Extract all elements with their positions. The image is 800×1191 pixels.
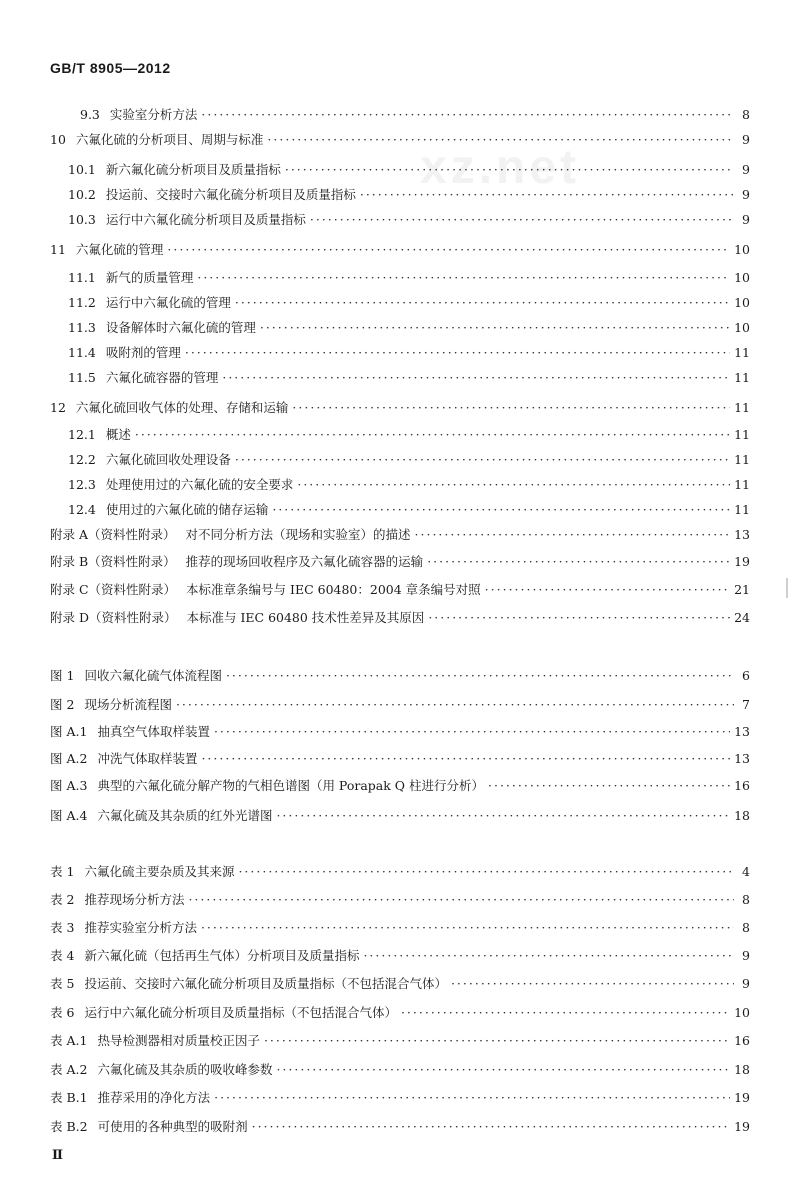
toc-entry-page: 9: [742, 187, 750, 202]
toc-entry[interactable]: [0, 946, 800, 966]
dot-leader: [427, 552, 730, 572]
toc-entry-title: 推荐采用的净化方法: [97, 1090, 211, 1105]
dot-leader: [488, 776, 730, 796]
toc-entry-number: 图 A.1: [50, 724, 88, 739]
toc-entry[interactable]: [0, 806, 800, 826]
toc-entry[interactable]: [0, 450, 800, 470]
dot-leader: [197, 268, 730, 288]
toc-entry-number: 11.5: [68, 370, 96, 385]
toc-entry[interactable]: [0, 240, 800, 260]
toc-entry[interactable]: [0, 918, 800, 938]
toc-entry-number: 表 5: [50, 976, 75, 991]
dot-leader: [276, 1060, 730, 1080]
dot-leader: [201, 918, 734, 938]
toc-entry-page: 18: [734, 808, 750, 823]
toc-entry[interactable]: [0, 974, 800, 994]
toc-entry-title: 吸附剂的管理: [105, 345, 181, 360]
toc-entry-number: 附录 A（资料性附录）: [50, 527, 176, 542]
dot-leader: [201, 105, 734, 125]
toc-entry[interactable]: [0, 185, 800, 205]
toc-entry-number: 图 A.2: [50, 751, 88, 766]
toc-entry-title: 新气的质量管理: [105, 270, 194, 285]
dot-leader: [176, 695, 734, 715]
dot-leader: [285, 160, 734, 180]
dot-leader: [252, 1117, 730, 1137]
toc-entry[interactable]: [0, 210, 800, 230]
toc-entry[interactable]: [0, 890, 800, 910]
toc-entry-page: 6: [742, 668, 750, 683]
toc-entry-title: 新六氟化硫（包括再生气体）分析项目及质量指标: [84, 948, 360, 963]
dot-leader: [267, 130, 734, 150]
toc-entry[interactable]: [0, 666, 800, 686]
toc-entry-title: 六氟化硫容器的管理: [105, 370, 219, 385]
toc-entry-title: 六氟化硫及其杂质的吸收峰参数: [97, 1062, 273, 1077]
toc-entry-page: 19: [734, 1119, 750, 1134]
toc-entry-number: 表 A.2: [50, 1062, 88, 1077]
toc-entry-number: 图 A.4: [50, 808, 88, 823]
toc-entry[interactable]: [0, 425, 800, 445]
toc-entry-page: 10: [734, 295, 750, 310]
standard-code-header: GB/T 8905—2012: [50, 60, 171, 76]
dot-leader: [235, 450, 730, 470]
toc-entry-title: 六氟化硫回收气体的处理、存储和运输: [75, 400, 289, 415]
toc-entry-title: 六氟化硫及其杂质的红外光谱图: [97, 808, 273, 823]
dot-leader: [214, 1088, 730, 1108]
dot-leader: [201, 749, 730, 769]
dot-leader: [276, 806, 730, 826]
dot-leader: [401, 1003, 730, 1023]
toc-entry-page: 7: [742, 697, 750, 712]
toc-entry-number: 附录 C（资料性附录）: [50, 582, 177, 597]
toc-entry-title: 运行中六氟化硫分析项目及质量指标: [105, 212, 306, 227]
toc-entry-title: 投运前、交接时六氟化硫分析项目及质量指标: [105, 187, 356, 202]
toc-entry[interactable]: [0, 293, 800, 313]
toc-entry[interactable]: [0, 130, 800, 150]
dot-leader: [235, 293, 730, 313]
toc-entry[interactable]: [0, 368, 800, 388]
toc-entry[interactable]: [0, 552, 800, 572]
toc-entry-page: 10: [734, 320, 750, 335]
dot-leader: [260, 318, 730, 338]
dot-leader: [135, 425, 730, 445]
toc-entry-number: 12.1: [68, 427, 96, 442]
toc-entry[interactable]: [0, 500, 800, 520]
toc-entry-title: 实验室分析方法: [109, 107, 198, 122]
toc-entry-title: 六氟化硫的管理: [75, 242, 164, 257]
toc-entry-page: 11: [734, 400, 750, 415]
dot-leader: [363, 946, 734, 966]
toc-entry-page: 13: [734, 724, 750, 739]
toc-entry[interactable]: [0, 608, 800, 628]
toc-entry-title: 本标准章条编号与 IEC 60480：2004 章条编号对照: [186, 582, 481, 597]
toc-entry-number: 附录 B（资料性附录）: [50, 554, 176, 569]
toc-entry[interactable]: [0, 398, 800, 418]
toc-entry-title: 冲洗气体取样装置: [97, 751, 198, 766]
toc-entry-page: 10: [734, 242, 750, 257]
toc-entry-number: 11.1: [68, 270, 96, 285]
toc-entry-page: 16: [734, 1033, 750, 1048]
toc-entry-number: 表 1: [50, 864, 75, 879]
dot-leader: [428, 608, 730, 628]
toc-entry-title: 六氟化硫主要杂质及其来源: [84, 864, 235, 879]
toc-entry-page: 18: [734, 1062, 750, 1077]
toc-entry-number: 12.4: [68, 502, 96, 517]
toc-entry[interactable]: [0, 268, 800, 288]
toc-entry-page: 19: [734, 554, 750, 569]
toc-entry-title: 推荐的现场回收程序及六氟化硫容器的运输: [185, 554, 424, 569]
dot-leader: [214, 722, 730, 742]
toc-entry-page: 8: [742, 920, 750, 935]
toc-entry[interactable]: [0, 475, 800, 495]
toc-entry-number: 11.2: [68, 295, 96, 310]
dot-leader: [485, 580, 730, 600]
toc-entry-page: 8: [742, 892, 750, 907]
toc-entry-title: 抽真空气体取样装置: [97, 724, 210, 739]
toc-entry-number: 表 4: [50, 948, 75, 963]
toc-entry-title: 运行中六氟化硫的管理: [105, 295, 231, 310]
toc-entry-title: 可使用的各种典型的吸附剂: [97, 1119, 248, 1134]
dot-leader: [451, 974, 734, 994]
toc-entry-title: 投运前、交接时六氟化硫分析项目及质量指标（不包括混合气体）: [84, 976, 447, 991]
dot-leader: [167, 240, 730, 260]
toc-entry[interactable]: [0, 160, 800, 180]
toc-entry-page: 11: [734, 477, 750, 492]
dot-leader: [360, 185, 734, 205]
toc-entry-number: 12.2: [68, 452, 96, 467]
toc-entry-title: 设备解体时六氟化硫的管理: [105, 320, 256, 335]
toc-entry-page: 9: [742, 162, 750, 177]
dot-leader: [226, 666, 734, 686]
toc-entry-page: 16: [734, 778, 750, 793]
toc-entry-title: 运行中六氟化硫分析项目及质量指标（不包括混合气体）: [84, 1005, 397, 1020]
toc-entry[interactable]: [0, 580, 800, 600]
toc-entry[interactable]: [0, 1117, 800, 1137]
toc-entry-number: 11: [50, 242, 66, 257]
toc-entry-page: 9: [742, 212, 750, 227]
toc-entry-number: 表 2: [50, 892, 75, 907]
toc-entry-page: 13: [734, 527, 750, 542]
toc-entry-title: 对不同分析方法（现场和实验室）的描述: [185, 527, 411, 542]
toc-entry-title: 推荐实验室分析方法: [84, 920, 197, 935]
toc-entry-page: 11: [734, 345, 750, 360]
toc-entry[interactable]: [0, 1088, 800, 1108]
toc-entry[interactable]: [0, 776, 800, 796]
toc-entry-page: 10: [734, 270, 750, 285]
toc-entry-number: 12: [50, 400, 66, 415]
toc-entry-title: 处理使用过的六氟化硫的安全要求: [105, 477, 294, 492]
toc-entry[interactable]: [0, 1060, 800, 1080]
toc-entry-page: 11: [734, 427, 750, 442]
toc-entry-page: 8: [742, 107, 750, 122]
dot-leader: [222, 368, 730, 388]
toc-entry[interactable]: [0, 695, 800, 715]
toc-entry[interactable]: [0, 722, 800, 742]
toc-entry[interactable]: [0, 1031, 800, 1051]
toc-entry-number: 10.2: [68, 187, 96, 202]
toc-entry-title: 本标准与 IEC 60480 技术性差异及其原因: [186, 610, 425, 625]
toc-entry-page: 13: [734, 751, 750, 766]
toc-entry-number: 表 B.1: [50, 1090, 88, 1105]
toc-entry-page: 24: [734, 610, 750, 625]
toc-entry-number: 表 A.1: [50, 1033, 88, 1048]
toc-entry-page: 21: [734, 582, 750, 597]
toc-entry-number: 附录 D（资料性附录）: [50, 610, 177, 625]
toc-entry-title: 热导检测器相对质量校正因子: [97, 1033, 260, 1048]
toc-entry-title: 使用过的六氟化硫的储存运输: [105, 502, 269, 517]
dot-leader: [310, 210, 734, 230]
toc-entry-number: 12.3: [68, 477, 96, 492]
dot-leader: [188, 890, 734, 910]
toc-entry-number: 9.3: [80, 107, 100, 122]
toc-entry-page: 11: [734, 452, 750, 467]
page-number: Ⅱ: [52, 1148, 63, 1163]
dot-leader: [264, 1031, 730, 1051]
toc-entry-title: 现场分析流程图: [84, 697, 172, 712]
toc-entry-title: 概述: [105, 427, 131, 442]
toc-entry-title: 回收六氟化硫气体流程图: [84, 668, 222, 683]
dot-leader: [297, 475, 730, 495]
toc-entry-number: 10: [50, 132, 66, 147]
toc-entry[interactable]: [0, 343, 800, 363]
toc-entry-page: 4: [742, 864, 750, 879]
toc-entry[interactable]: [0, 525, 800, 545]
toc-entry[interactable]: [0, 105, 800, 125]
toc-entry[interactable]: [0, 749, 800, 769]
toc-entry-title: 新六氟化硫分析项目及质量指标: [105, 162, 281, 177]
toc-entry-page: 10: [734, 1005, 750, 1020]
toc-entry-page: 9: [742, 948, 750, 963]
dot-leader: [292, 398, 730, 418]
toc-entry-page: 9: [742, 132, 750, 147]
toc-entry-page: 9: [742, 976, 750, 991]
toc-entry-number: 11.4: [68, 345, 96, 360]
toc-entry-page: 11: [734, 502, 750, 517]
dot-leader: [185, 343, 730, 363]
toc-entry-title: 六氟化硫的分析项目、周期与标准: [75, 132, 264, 147]
toc-entry[interactable]: [0, 862, 800, 882]
toc-entry-number: 表 B.2: [50, 1119, 88, 1134]
toc-entry-number: 图 A.3: [50, 778, 88, 793]
toc-entry-number: 表 6: [50, 1005, 75, 1020]
dot-leader: [272, 500, 730, 520]
toc-entry-number: 表 3: [50, 920, 75, 935]
toc-entry-number: 11.3: [68, 320, 96, 335]
toc-entry-page: 19: [734, 1090, 750, 1105]
toc-entry-number: 10.1: [68, 162, 96, 177]
toc-entry-title: 推荐现场分析方法: [84, 892, 185, 907]
dot-leader: [238, 862, 734, 882]
toc-entry[interactable]: [0, 318, 800, 338]
toc-entry[interactable]: [0, 1003, 800, 1023]
toc-entry-number: 图 2: [50, 697, 75, 712]
toc-entry-number: 图 1: [50, 668, 75, 683]
toc-entry-title: 六氟化硫回收处理设备: [105, 452, 231, 467]
toc-entry-title: 典型的六氟化硫分解产物的气相色谱图（用 Porapak Q 柱进行分析）: [97, 778, 484, 793]
toc-entry-number: 10.3: [68, 212, 96, 227]
toc-entry-page: 11: [734, 370, 750, 385]
dot-leader: [415, 525, 731, 545]
watermark: xz.net: [420, 141, 581, 194]
